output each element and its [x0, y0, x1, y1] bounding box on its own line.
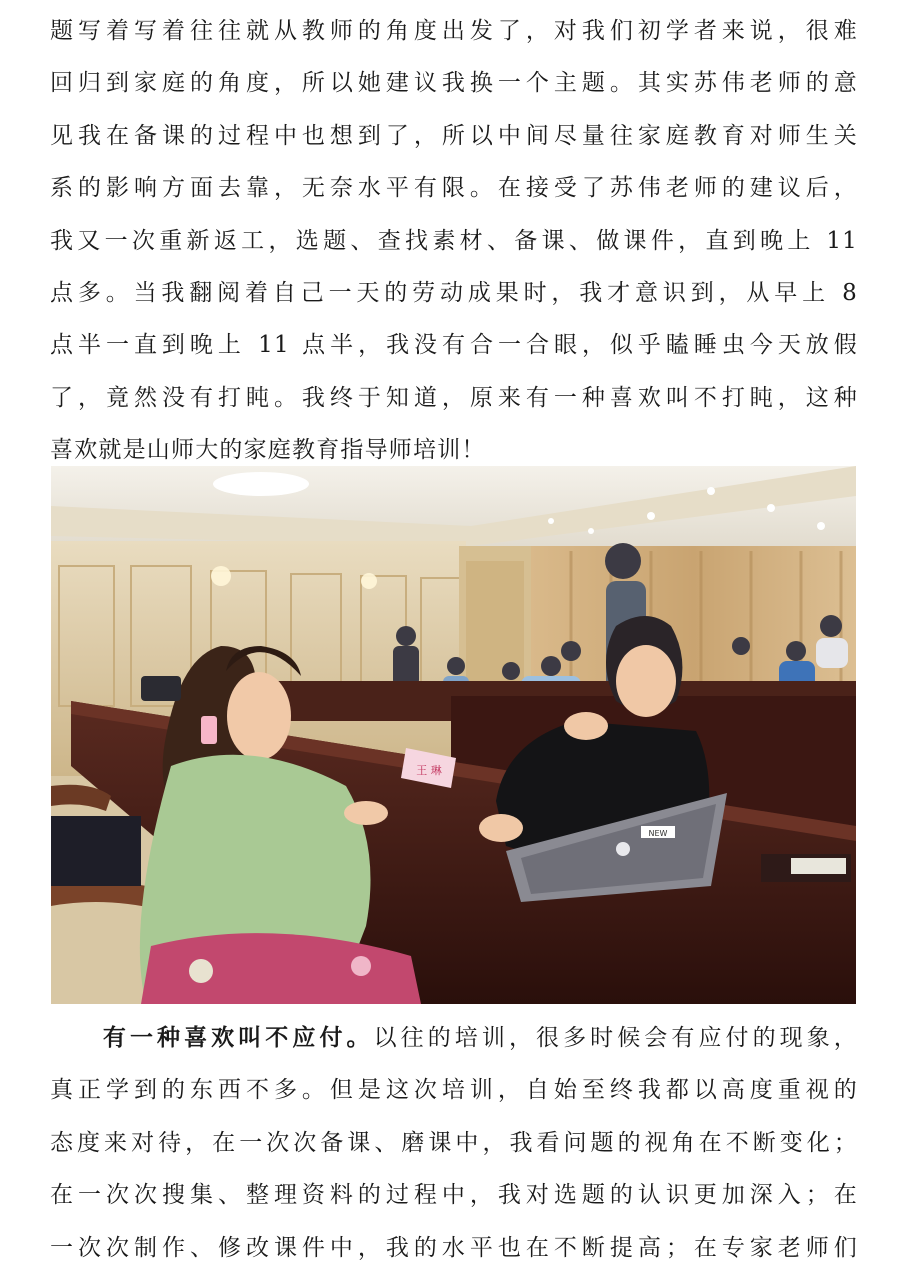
text-line: 有一种喜欢叫不应付。以往的培训，很多时候会有应付的现象，	[100, 1024, 859, 1051]
text-line: 题写着写着往往就从教师的角度出发了，对我们初学者来说，很难	[50, 18, 858, 44]
text-line: 点半一直到晚上 11 点半，我没有合一合眼，似乎瞌睡虫今天放假	[50, 332, 858, 359]
text-line: 回归到家庭的角度，所以她建议我换一个主题。其实苏伟老师的意	[50, 70, 858, 97]
text-line: 我又一次重新返工，选题、查找素材、备课、做课件，直到晚上 11	[50, 227, 858, 254]
body-paragraph-2	[50, 1012, 858, 1274]
text-line: 系的影响方面去靠，无奈水平有限。在接受了苏伟老师的建议后，	[50, 175, 858, 202]
text-line: 一次次制作、修改课件中，我的水平也在不断提高；在专家老师们	[50, 1234, 858, 1261]
text-line: 态度来对待，在一次次备课、磨课中，我看问题的视角在不断变化；	[50, 1129, 858, 1156]
svg-text:NEW: NEW	[648, 829, 668, 838]
text-line: 真正学到的东西不多。但是这次培训，自始至终我都以高度重视的	[50, 1077, 858, 1104]
text-line: 点多。当我翻阅着自己一天的劳动成果时，我才意识到，从早上 8	[50, 279, 858, 306]
text-line: 见我在备课的过程中也想到了，所以中间尽量往家庭教育对师生关	[50, 122, 858, 149]
text-line: 了，竟然没有打盹。我终于知道，原来有一种喜欢叫不打盹，这种	[50, 384, 858, 411]
text-line: 喜欢就是山师大的家庭教育指导师培训！	[50, 437, 486, 464]
body-paragraph-1	[50, 5, 858, 477]
paragraph-heading: 有一种喜欢叫不应付。	[100, 1024, 374, 1051]
nameplate: 王 琳	[416, 764, 442, 777]
text-line: 在一次次搜集、整理资料的过程中，我对选题的认识更加深入；在	[50, 1182, 858, 1209]
meeting-photo	[51, 466, 856, 1004]
